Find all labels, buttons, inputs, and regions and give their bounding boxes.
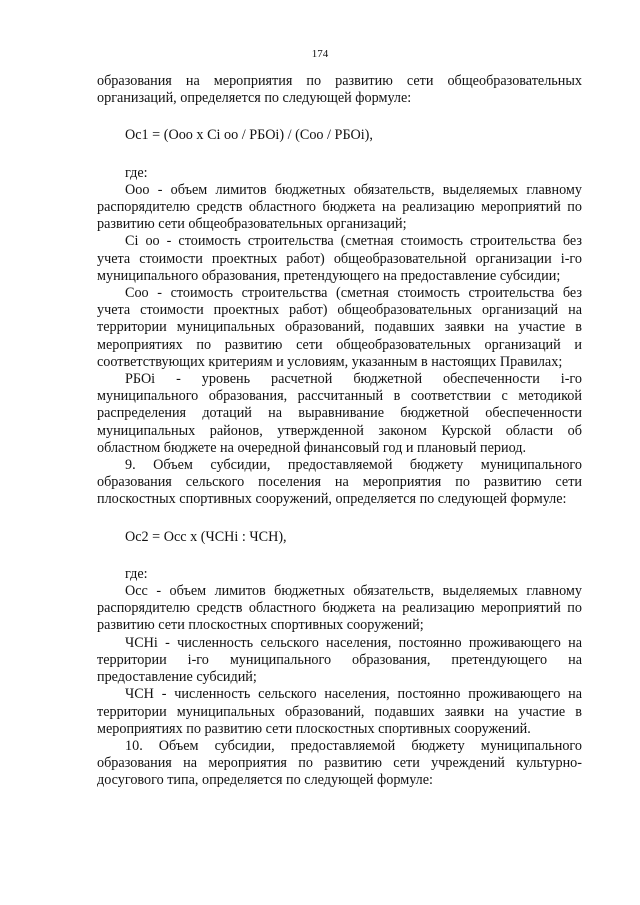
formula-os1: Ос1 = (Ооо х Сi оо / РБОi) / (Соо / РБОi), [125, 127, 373, 144]
paragraph-intro: образования на мероприятия по развитию сети общеобразовательных организаций, определяется по следующей формуле: [97, 73, 582, 107]
definition-occ: Осс - объем лимитов бюджетных обязательств, выделяемых главному распорядителю средств областного бюджета на реализацию мероприятий по развитию сети плоскостных спортивных сооружений; [97, 583, 582, 634]
page-number: 174 [311, 48, 329, 60]
formula-os2: Ос2 = Осс х (ЧСНi : ЧСН), [125, 528, 287, 545]
definition-chsni: ЧСНi - численность сельского населения, постоянно проживающего на территории i-го муниципального образования, претендующего на предоставление субсидий; [97, 634, 582, 686]
definition-ci-oo: Сi оо - стоимость строительства (сметная стоимость строительства без учета стоимости проектных работ) общеобразовательной организации i-го муниципального образования, претендующего на предоставление субсидии; [97, 233, 582, 284]
where-label: где: [125, 164, 148, 181]
definition-chsn: ЧСН - численность сельского населения, постоянно проживающего на территории муниципальных образований, подавших заявки на участие в мероприятиях по развитию сети плоскостных спортивных сооружений. [97, 686, 582, 737]
where-label: где: [125, 565, 148, 582]
definition-ooo: Ооо - объем лимитов бюджетных обязательств, выделяемых главному распорядителю средств областного бюджета на реализацию мероприятий по развитию сети общеобразовательных организаций; [97, 181, 582, 233]
document-body [97, 73, 582, 790]
clause-9: 9. Объем субсидии, предоставляемой бюджету муниципального образования сельского поселения на мероприятия по развитию сети плоскостных спортивных сооружений, определяется по следующей формуле: [97, 457, 582, 508]
definition-coo: Соо - стоимость строительства (сметная стоимость строительства без учета стоимости проектных работ) общеобразовательных организаций на территории муниципальных образований, подавших заявки на участие в мероприятиях по развитию сети общеобразовательных организаций и соответствующих критериям и условиям, указанным в настоящих Правилах; [97, 285, 582, 370]
clause-10: 10. Объем субсидии, предоставляемой бюджету муниципального образования на мероприятия по развитию сети учреждений культурно-досугового типа, определяется по следующей формуле: [97, 737, 582, 789]
definition-rboi: РБОi - уровень расчетной бюджетной обеспеченности i-го муниципального образования, рассчитанный в соответствии с методикой распределения дотаций на выравнивание бюджетной обеспеченности муниципальных районов, утвержденной законом Курской области об областном бюджете на очередной финансовый год и плановый период. [97, 371, 582, 456]
